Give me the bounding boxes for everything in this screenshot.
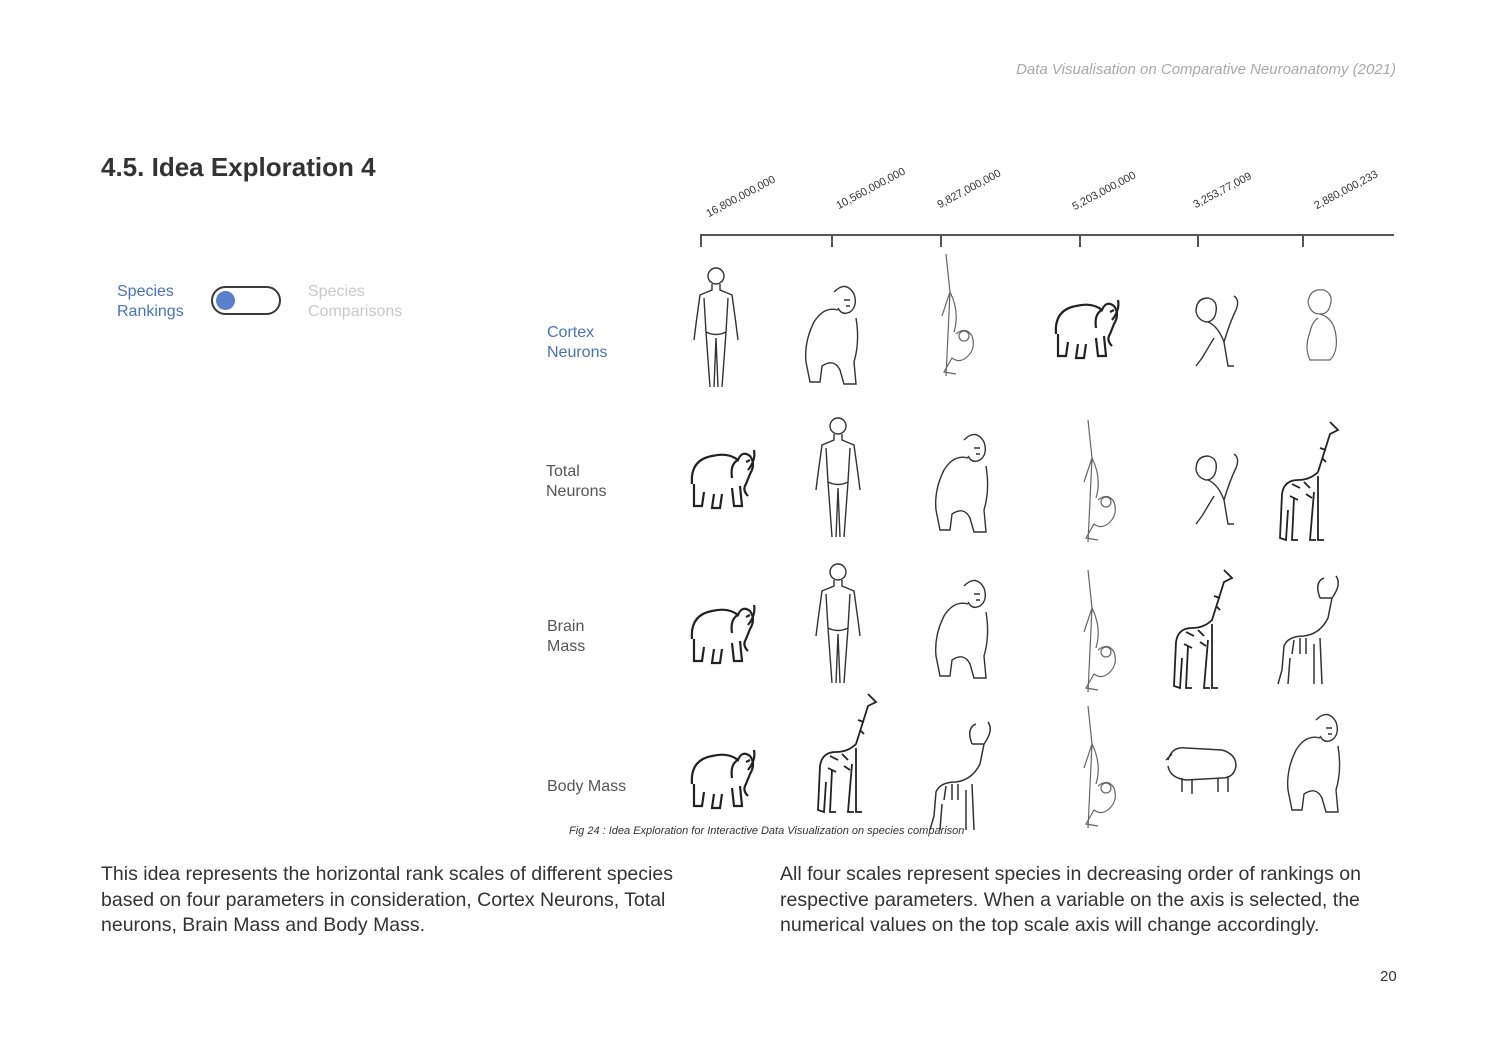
gorilla-icon[interactable] [924,556,1004,686]
axis-tick [700,234,702,247]
description-right: All four scales represent species in decreasing order of rankings on respective parameters. When a variable on the axis is selected, the numerical values on the top scale axis will change accordingly. [780,863,1361,936]
figure-caption: Fig 24 : Idea Exploration for Interactive Data Visualization on species comparison [569,825,965,837]
elephant-icon[interactable] [680,400,760,530]
baboon-icon[interactable] [1172,420,1252,550]
axis-tick [831,234,833,247]
axis-value: 2,880,000,233 [1312,168,1381,212]
orangutan-icon[interactable] [1058,568,1138,698]
header-note: Data Visualisation on Comparative Neuroanatomy (2021) [1016,61,1396,78]
row-label-total-neurons[interactable]: Total Neurons [546,463,607,500]
giraffe-icon[interactable] [808,690,888,820]
pig-icon[interactable] [1162,698,1242,828]
section-title: 4.5. Idea Exploration 4 [101,152,376,182]
description-left: This idea represents the horizontal rank scales of different species based on four parameters in consideration, Cortex Neurons, Total neurons, Brain Mass and Body Mass. [101,863,673,936]
toggle-knob [216,291,235,310]
toggle-label-species-comparisons[interactable]: Species Comparisons [308,283,403,320]
human-icon[interactable] [676,262,756,392]
macaque-icon[interactable] [1280,262,1360,392]
axis-value: 16,800,000,000 [704,173,778,220]
axis-tick [940,234,942,247]
axis-value: 10,560,000,000 [834,165,908,212]
gorilla-icon[interactable] [794,262,874,392]
row-label-body-mass[interactable]: Body Mass [547,778,627,795]
human-icon[interactable] [798,558,878,688]
axis-value: 5,203,000,000 [1070,169,1139,213]
giraffe-icon[interactable] [1164,566,1244,696]
elephant-icon[interactable] [1044,250,1124,380]
kudu-icon[interactable] [1270,574,1350,704]
axis-value: 3,253,77,009 [1191,170,1254,211]
gorilla-icon[interactable] [924,410,1004,540]
giraffe-icon[interactable] [1270,418,1350,548]
orangutan-icon[interactable] [1058,418,1138,548]
baboon-icon[interactable] [1172,262,1252,392]
gorilla-icon[interactable] [1276,690,1356,820]
human-icon[interactable] [798,412,878,542]
page-number: 20 [1380,968,1397,985]
toggle-label-species-rankings[interactable]: Species Rankings [117,283,184,320]
axis-tick [1197,234,1199,247]
orangutan-icon[interactable] [916,252,996,382]
axis-tick [1302,234,1304,247]
axis-value: 9,827,000,000 [935,167,1004,211]
row-label-cortex-neurons[interactable]: Cortex Neurons [547,324,608,361]
rank-axis [700,234,1394,236]
row-label-brain-mass[interactable]: Brain Mass [547,618,586,655]
view-toggle[interactable] [211,286,281,315]
elephant-icon[interactable] [680,555,760,685]
orangutan-icon[interactable] [1058,704,1138,834]
elephant-icon[interactable] [680,700,760,830]
axis-tick [1079,234,1081,247]
